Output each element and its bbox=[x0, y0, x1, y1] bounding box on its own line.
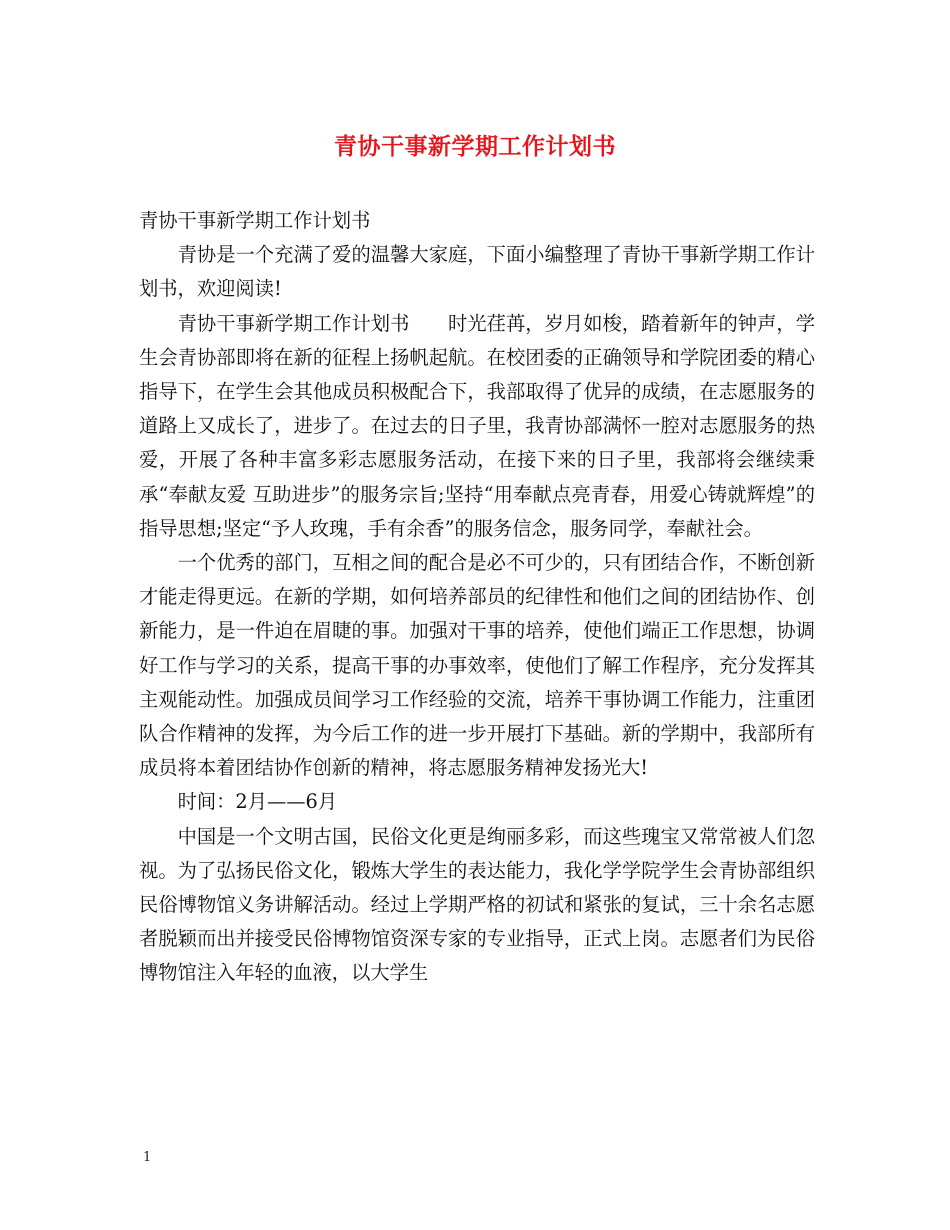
paragraph: 时间：2月——6月 bbox=[177, 790, 338, 814]
document-title: 青协干事新学期工作计划书 bbox=[334, 133, 616, 160]
document-body bbox=[139, 204, 815, 991]
paragraph: 青协干事新学期工作计划书 时光荏苒，岁月如梭，踏着新年的钟声，学生会青协部即将在新的征程上扬帆起航。在校团委的正确领导和学院团委的精心指导下，在学生会其他成员积极配合下，我部取得了优异的成绩，在志愿服务的道路上又成长了，进步了。在过去的日子里，我青协部满怀一腔对志愿服务的热爱，开展了各种丰富多彩志愿服务活动，在接下来的日子里，我部将会继续秉承“奉献友爱 互助进步”的服务宗旨;坚持“用奉献点亮青春，用爱心铸就辉煌”的指导思想;坚定“予人玫瑰，手有余香”的服务信念，服务同学，奉献社会。 bbox=[139, 311, 815, 540]
page-number: 1 bbox=[143, 1150, 152, 1165]
paragraph: 青协干事新学期工作计划书 bbox=[139, 209, 371, 232]
paragraph: 青协是一个充满了爱的温馨大家庭，下面小编整理了青协干事新学期工作计划书，欢迎阅读! bbox=[139, 243, 815, 301]
paragraph: 中国是一个文明古国，民俗文化更是绚丽多彩，而这些瑰宝又常常被人们忽视。为了弘扬民俗文化，锻炼大学生的表达能力，我化学学院学生会青协部组织民俗博物馆义务讲解活动。经过上学期严格的初试和紧张的复试，三十余名志愿者脱颖而出并接受民俗博物馆资深专家的专业指导，正式上岗。志愿者们为民俗博物馆注入年轻的血液，以大学生 bbox=[139, 824, 815, 985]
paragraph: 一个优秀的部门，互相之间的配合是必不可少的，只有团结合作，不断创新才能走得更远。在新的学期，如何培养部员的纪律性和他们之间的团结协作、创新能力，是一件迫在眉睫的事。加强对干事的培养，使他们端正工作思想，协调好工作与学习的关系，提高干事的办事效率，使他们了解工作程序，充分发挥其主观能动性。加强成员间学习工作经验的交流，培养干事协调工作能力，注重团队合作精神的发挥，为今后工作的进一步开展打下基础。新的学期中，我部所有成员将本着团结协作创新的精神，将志愿服务精神发扬光大! bbox=[139, 551, 815, 780]
